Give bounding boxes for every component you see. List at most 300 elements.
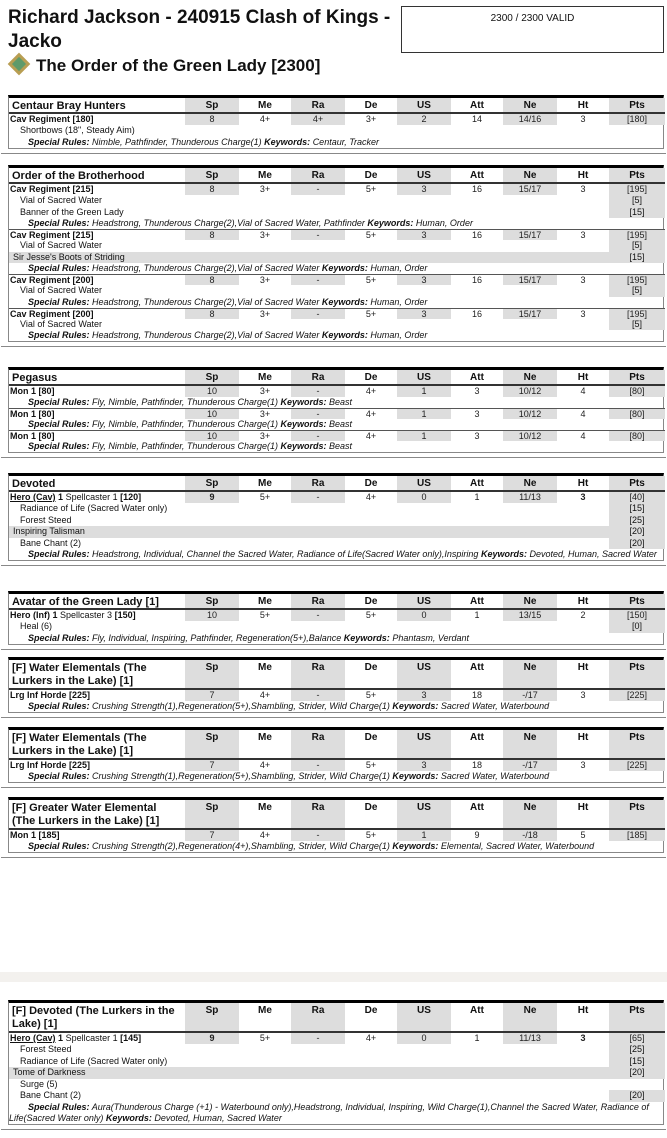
column-header-ra: Ra xyxy=(291,370,345,386)
upgrade-item: Sir Jesse's Boots of Striding xyxy=(9,252,609,264)
upgrade-item: Forest Steed xyxy=(20,514,72,525)
column-header-ra: Ra xyxy=(291,168,345,184)
special-rules-text: Headstrong, Thunderous Charge(2),Vial of Sacred Water xyxy=(92,263,320,273)
stat-ht: 3 xyxy=(580,492,586,502)
stat-ra: - xyxy=(291,1033,345,1044)
column-header-sp: Sp xyxy=(185,660,239,690)
upgrade-item: Bane Chant (2) xyxy=(20,1090,82,1100)
upgrade-item: Vial of Sacred Water xyxy=(20,240,103,250)
stat-att: 1 xyxy=(474,492,480,502)
upgrade-points: [25] xyxy=(609,515,665,527)
stat-att: 16 xyxy=(471,184,482,194)
column-header-de: De xyxy=(345,594,397,610)
unit-section xyxy=(8,727,664,783)
special-rules-label: Special Rules: xyxy=(28,218,90,228)
stat-us: 3 xyxy=(397,184,451,195)
stat-sp: 9 xyxy=(185,1033,239,1044)
column-header-ht: Ht xyxy=(557,660,609,690)
stat-pts: [40] xyxy=(609,492,665,503)
stat-ne: -/18 xyxy=(503,830,557,841)
unit-section xyxy=(8,473,664,561)
stat-ht: 3 xyxy=(580,760,586,770)
upgrade-item: Forest Steed xyxy=(20,1044,72,1054)
unit-type-label: Hero (Inf) 1 xyxy=(10,610,58,620)
stat-ra: - xyxy=(291,308,345,319)
column-header-att: Att xyxy=(451,476,503,492)
column-header-me: Me xyxy=(239,730,291,760)
validity-box xyxy=(401,6,664,53)
column-header-att: Att xyxy=(451,98,503,114)
stat-ne: 15/17 xyxy=(503,274,557,285)
stat-att: 16 xyxy=(451,308,503,319)
special-rules-label: Special Rules: xyxy=(28,632,90,643)
stat-ra: - xyxy=(291,184,345,195)
stat-me: 3+ xyxy=(259,386,271,396)
keywords-text: Phantasm, Verdant xyxy=(392,632,470,643)
upgrade-points: [15] xyxy=(609,207,665,219)
unit-stat-table xyxy=(9,730,663,782)
unit-type-label: Lrg Inf Horde [225] xyxy=(10,760,91,770)
unit-type xyxy=(9,408,185,419)
stat-sp: 8 xyxy=(185,274,239,285)
stat-pts: [225] xyxy=(609,760,665,771)
stat-me: 4+ xyxy=(259,830,271,840)
stat-de: 3+ xyxy=(365,114,377,124)
stat-sp: 8 xyxy=(185,229,239,240)
special-rules-text: Aura(Thunderous Charge (+1) - Waterbound only),Headstrong, Individual, Inspiring, Wild Charge(1),Channel the Sacred Water, Radiance of Life(Sacred Water only) xyxy=(9,1101,649,1123)
stat-de: 5+ xyxy=(365,760,377,770)
upgrade-points: [5] xyxy=(609,195,665,207)
column-header-us: US xyxy=(397,370,451,386)
stat-de: 5+ xyxy=(345,229,397,240)
unit-type xyxy=(9,492,185,503)
upgrade-points: [5] xyxy=(609,319,665,331)
column-header-ht: Ht xyxy=(557,1003,609,1033)
stat-att: 18 xyxy=(471,760,482,770)
stat-us: 3 xyxy=(397,690,451,701)
stat-sp: 8 xyxy=(185,114,239,125)
special-rules-text: Crushing Strength(1),Regeneration(5+),Shambling, Strider, Wild Charge(1) xyxy=(92,771,390,781)
column-header-ra: Ra xyxy=(291,594,345,610)
column-header-us: US xyxy=(397,168,451,184)
unit-type-label: Mon 1 [80] xyxy=(10,409,55,419)
unit-section xyxy=(8,657,664,713)
keywords-label: Keywords: xyxy=(392,701,439,711)
stat-sp: 7 xyxy=(185,830,239,841)
stat-me: 3+ xyxy=(239,430,291,441)
special-rules-text: Headstrong, Thunderous Charge(2),Vial of Sacred Water xyxy=(92,296,320,307)
stat-me: 3+ xyxy=(239,308,291,319)
stat-de: 4+ xyxy=(345,430,397,441)
special-rules xyxy=(9,397,665,408)
upgrade-item: Radiance of Life (Sacred Water only) xyxy=(20,503,168,513)
special-rules xyxy=(9,137,665,148)
special-rules-label: Special Rules: xyxy=(28,263,90,273)
stat-att: 16 xyxy=(451,229,503,240)
special-rules-label: Special Rules: xyxy=(28,1101,90,1112)
stat-sp: 7 xyxy=(185,690,239,701)
unit-stat-table xyxy=(9,594,663,644)
keywords-label: Keywords: xyxy=(480,549,527,559)
unit-type-label: Mon 1 [185] xyxy=(10,830,60,840)
stat-pts: [195] xyxy=(609,229,665,240)
stat-ne: -/17 xyxy=(503,690,557,701)
stat-pts: [80] xyxy=(609,386,665,397)
stat-pts: [150] xyxy=(609,610,665,621)
stat-de: 5+ xyxy=(365,830,377,840)
special-rules xyxy=(9,549,665,560)
stat-me: 3+ xyxy=(239,408,291,419)
special-rules xyxy=(9,419,665,430)
column-header-me: Me xyxy=(239,800,291,830)
unit-stat-table xyxy=(9,800,663,852)
special-rules-text: Crushing Strength(1),Regeneration(5+),Shambling, Strider, Wild Charge(1) xyxy=(92,701,390,711)
special-rules xyxy=(9,1102,665,1124)
stat-de: 4+ xyxy=(365,492,377,502)
stat-me: 4+ xyxy=(259,690,271,700)
stat-pts: [195] xyxy=(609,184,665,195)
upgrade-item: Radiance of Life (Sacred Water only) xyxy=(20,1055,168,1066)
section-title: [F] Water Elementals (The Lurkers in the Lake) [1] xyxy=(9,730,185,760)
stat-ra: - xyxy=(291,229,345,240)
keywords-label: Keywords: xyxy=(280,397,327,407)
keywords-text: Beast xyxy=(329,441,353,451)
column-header-me: Me xyxy=(239,660,291,690)
upgrade-item: Shortbows (18", Steady Aim) xyxy=(20,125,135,135)
stat-ht: 4 xyxy=(557,430,609,441)
unit-type-link[interactable]: Hero (Cav) xyxy=(10,1033,56,1043)
list-title: Richard Jackson - 240915 Clash of Kings - Jacko xyxy=(8,7,391,52)
stat-ht: 3 xyxy=(557,274,609,285)
section-title: Pegasus xyxy=(9,370,185,386)
column-header-pts: Pts xyxy=(609,660,665,690)
stat-me: 3+ xyxy=(259,184,271,194)
keywords-text: Sacred Water, Waterbound xyxy=(440,771,550,781)
column-header-ht: Ht xyxy=(557,730,609,760)
stat-me: 3+ xyxy=(239,274,291,285)
stat-ht: 4 xyxy=(557,408,609,419)
stat-ht: 3 xyxy=(557,308,609,319)
stat-us: 1 xyxy=(397,430,451,441)
stat-pts: [185] xyxy=(609,830,665,841)
keywords-label: Keywords: xyxy=(392,841,439,851)
unit-points: [145] xyxy=(120,1033,142,1043)
column-header-ra: Ra xyxy=(291,730,345,760)
keywords-label: Keywords: xyxy=(264,136,311,147)
column-header-ht: Ht xyxy=(557,800,609,830)
stat-att: 3 xyxy=(474,386,480,396)
upgrade-points: [15] xyxy=(609,1056,665,1068)
stat-ht: 5 xyxy=(580,830,586,840)
special-rules xyxy=(9,263,665,274)
special-rules-label: Special Rules: xyxy=(28,330,90,340)
column-header-us: US xyxy=(397,660,451,690)
stat-att: 1 xyxy=(474,610,480,620)
column-header-de: De xyxy=(345,168,397,184)
stat-ra: 4+ xyxy=(291,114,345,125)
special-rules-label: Special Rules: xyxy=(28,136,90,147)
unit-stat-table xyxy=(9,1003,663,1124)
column-header-ra: Ra xyxy=(291,476,345,492)
upgrade-points: [20] xyxy=(609,1090,665,1102)
upgrade-points: [20] xyxy=(609,538,665,550)
column-header-me: Me xyxy=(239,370,291,386)
unit-type-label: Lrg Inf Horde [225] xyxy=(10,690,91,700)
unit-type xyxy=(9,308,185,319)
keywords-label: Keywords: xyxy=(321,263,368,273)
column-header-sp: Sp xyxy=(185,98,239,114)
faction-heading xyxy=(8,56,320,76)
stat-att: 14 xyxy=(471,114,482,124)
unit-spellcaster: Spellcaster 3 xyxy=(60,610,113,620)
column-header-ht: Ht xyxy=(557,476,609,492)
column-header-de: De xyxy=(345,730,397,760)
page-break xyxy=(0,972,667,982)
column-header-ra: Ra xyxy=(291,98,345,114)
column-header-sp: Sp xyxy=(185,168,239,184)
stat-ne: -/17 xyxy=(503,760,557,771)
stat-ra: - xyxy=(291,830,345,841)
column-header-ne: Ne xyxy=(503,800,557,830)
stat-us: 0 xyxy=(397,1033,451,1044)
special-rules-text: Crushing Strength(2),Regeneration(4+),Shambling, Strider, Wild Charge(1) xyxy=(92,841,390,851)
unit-count: 1 xyxy=(58,1033,64,1043)
section-title: [F] Devoted (The Lurkers in the Lake) [1] xyxy=(9,1003,185,1033)
column-header-de: De xyxy=(345,370,397,386)
unit-type xyxy=(9,830,185,841)
stat-ne: 10/12 xyxy=(503,430,557,441)
stat-ht: 4 xyxy=(580,386,586,396)
column-header-ht: Ht xyxy=(557,168,609,184)
unit-type-link[interactable]: Hero (Cav) xyxy=(10,492,56,502)
section-title: [F] Water Elementals (The Lurkers in the Lake) [1] xyxy=(9,660,185,690)
page-header xyxy=(8,6,398,54)
upgrade-item: Banner of the Green Lady xyxy=(20,206,124,217)
unit-section xyxy=(8,591,664,645)
upgrade-points: [20] xyxy=(609,526,665,538)
keywords-label: Keywords: xyxy=(321,330,368,340)
stat-ht: 3 xyxy=(580,184,586,194)
column-header-ne: Ne xyxy=(503,660,557,690)
upgrade-item: Vial of Sacred Water xyxy=(20,195,103,205)
stat-pts: [80] xyxy=(609,430,665,441)
keywords-text: Elemental, Sacred Water, Waterbound xyxy=(440,841,595,851)
stat-us: 1 xyxy=(397,386,451,397)
stat-me: 5+ xyxy=(259,492,271,502)
validity-status: 2300 / 2300 VALID xyxy=(490,13,575,24)
stat-att: 16 xyxy=(451,274,503,285)
stat-pts: [180] xyxy=(609,114,665,125)
special-rules-text: Headstrong, Thunderous Charge(2),Vial of Sacred Water xyxy=(92,330,320,340)
stat-me: 5+ xyxy=(259,1033,271,1043)
special-rules-text: Fly, Nimble, Pathfinder, Thunderous Charge(1) xyxy=(92,397,278,407)
column-header-ht: Ht xyxy=(557,594,609,610)
keywords-text: Devoted, Human, Sacred Water xyxy=(529,549,657,559)
column-header-de: De xyxy=(345,800,397,830)
special-rules xyxy=(9,633,665,644)
upgrade-points: [0] xyxy=(609,621,665,633)
stat-sp: 10 xyxy=(185,386,239,397)
stat-me: 3+ xyxy=(239,229,291,240)
stat-sp: 9 xyxy=(185,492,239,503)
keywords-text: Devoted, Human, Sacred Water xyxy=(154,1112,282,1123)
keywords-label: Keywords: xyxy=(280,419,327,429)
unit-section xyxy=(8,1000,664,1125)
column-header-us: US xyxy=(397,594,451,610)
special-rules xyxy=(9,218,665,229)
stat-us: 3 xyxy=(397,229,451,240)
column-header-sp: Sp xyxy=(185,1003,239,1033)
stat-pts: [80] xyxy=(609,408,665,419)
unit-type xyxy=(9,1033,185,1044)
column-header-de: De xyxy=(345,98,397,114)
column-header-ht: Ht xyxy=(557,98,609,114)
special-rules-text: Fly, Nimble, Pathfinder, Thunderous Charge(1) xyxy=(92,419,278,429)
keywords-label: Keywords: xyxy=(321,296,368,307)
stat-att: 18 xyxy=(471,690,482,700)
column-header-me: Me xyxy=(239,594,291,610)
stat-ne: 11/13 xyxy=(503,1033,557,1044)
column-header-pts: Pts xyxy=(609,594,665,610)
unit-type-label: Cav Regiment [215] xyxy=(10,230,94,240)
stat-us: 3 xyxy=(397,274,451,285)
stat-me: 5+ xyxy=(259,610,271,620)
column-header-ne: Ne xyxy=(503,370,557,386)
column-header-att: Att xyxy=(451,660,503,690)
keywords-text: Centaur, Tracker xyxy=(312,136,380,147)
stat-ne: 10/12 xyxy=(503,408,557,419)
unit-section xyxy=(8,797,664,853)
upgrade-points xyxy=(609,1079,665,1091)
keywords-label: Keywords: xyxy=(105,1112,152,1123)
column-header-att: Att xyxy=(451,730,503,760)
upgrade-points: [5] xyxy=(609,285,665,297)
column-header-ne: Ne xyxy=(503,730,557,760)
upgrade-points: [15] xyxy=(609,503,665,515)
unit-type xyxy=(9,760,185,771)
column-header-sp: Sp xyxy=(185,730,239,760)
upgrade-item: Bane Chant (2) xyxy=(20,537,82,548)
unit-type-label: Cav Regiment [200] xyxy=(10,308,94,319)
upgrade-points: [25] xyxy=(609,1044,665,1056)
special-rules xyxy=(9,701,665,712)
column-header-att: Att xyxy=(451,168,503,184)
unit-type-label: Cav Regiment [215] xyxy=(10,184,94,194)
column-header-pts: Pts xyxy=(609,98,665,114)
stat-att: 1 xyxy=(474,1033,480,1043)
stat-ne: 14/16 xyxy=(503,114,557,125)
unit-type xyxy=(9,274,185,285)
column-header-ne: Ne xyxy=(503,476,557,492)
stat-ne: 11/13 xyxy=(503,492,557,503)
upgrade-points: [5] xyxy=(609,240,665,252)
upgrade-item: Inspiring Talisman xyxy=(9,526,609,538)
keywords-text: Human, Order xyxy=(370,263,428,273)
column-header-pts: Pts xyxy=(609,1003,665,1033)
stat-de: 5+ xyxy=(345,308,397,319)
unit-spellcaster: Spellcaster 1 xyxy=(65,492,118,502)
stat-de: 5+ xyxy=(345,274,397,285)
stat-att: 9 xyxy=(474,830,480,840)
stat-de: 4+ xyxy=(345,408,397,419)
upgrade-points: [15] xyxy=(609,252,665,264)
stat-ra: - xyxy=(291,690,345,701)
special-rules xyxy=(9,841,665,852)
column-header-us: US xyxy=(397,1003,451,1033)
stat-pts: [195] xyxy=(609,308,665,319)
column-header-us: US xyxy=(397,476,451,492)
stat-ne: 15/17 xyxy=(503,184,557,195)
stat-de: 5+ xyxy=(365,610,377,620)
special-rules-label: Special Rules: xyxy=(28,771,90,781)
stat-sp: 8 xyxy=(185,184,239,195)
column-header-ne: Ne xyxy=(503,594,557,610)
stat-ht: 3 xyxy=(580,114,586,124)
unit-type-label: Cav Regiment [200] xyxy=(10,275,94,285)
column-header-me: Me xyxy=(239,476,291,492)
stat-ht: 3 xyxy=(557,229,609,240)
stat-ht: 3 xyxy=(580,690,586,700)
column-header-de: De xyxy=(345,1003,397,1033)
column-header-ht: Ht xyxy=(557,370,609,386)
stat-ra: - xyxy=(291,386,345,397)
stat-de: 5+ xyxy=(365,184,377,194)
special-rules xyxy=(9,297,665,308)
upgrade-points xyxy=(609,125,665,137)
column-header-pts: Pts xyxy=(609,370,665,386)
stat-ht: 2 xyxy=(580,610,586,620)
stat-ra: - xyxy=(291,610,345,621)
stat-sp: 8 xyxy=(185,308,239,319)
unit-count: 1 xyxy=(58,492,64,502)
special-rules-label: Special Rules: xyxy=(28,296,90,307)
special-rules-label: Special Rules: xyxy=(28,549,90,559)
special-rules-label: Special Rules: xyxy=(28,419,90,429)
stat-pts: [225] xyxy=(609,690,665,701)
keywords-label: Keywords: xyxy=(367,218,414,228)
column-header-me: Me xyxy=(239,1003,291,1033)
column-header-sp: Sp xyxy=(185,594,239,610)
section-title: Order of the Brotherhood xyxy=(9,168,185,184)
stat-us: 0 xyxy=(397,610,451,621)
column-header-me: Me xyxy=(239,168,291,184)
column-header-pts: Pts xyxy=(609,476,665,492)
stat-us: 3 xyxy=(397,760,451,771)
special-rules-text: Fly, Individual, Inspiring, Pathfinder, Regeneration(5+),Balance xyxy=(92,632,342,643)
column-header-us: US xyxy=(397,98,451,114)
unit-type-label: Cav Regiment [180] xyxy=(10,114,94,124)
unit-stat-table xyxy=(9,476,663,560)
special-rules xyxy=(9,441,665,452)
faction-name: The Order of the Green Lady [2300] xyxy=(36,56,321,75)
special-rules-text: Fly, Nimble, Pathfinder, Thunderous Charge(1) xyxy=(92,441,278,451)
stat-ra: - xyxy=(291,274,345,285)
stat-ne: 13/15 xyxy=(503,610,557,621)
upgrade-item: Surge (5) xyxy=(20,1078,58,1089)
upgrade-points: [20] xyxy=(609,1067,665,1079)
stat-att: 3 xyxy=(451,430,503,441)
keywords-text: Human, Order xyxy=(370,296,428,307)
unit-stat-table xyxy=(9,168,663,341)
unit-type xyxy=(9,229,185,240)
unit-stat-table xyxy=(9,370,663,452)
upgrade-item: Heal (6) xyxy=(20,621,53,631)
upgrade-item: Vial of Sacred Water xyxy=(20,318,103,329)
stat-ra: - xyxy=(291,430,345,441)
stat-ra: - xyxy=(291,760,345,771)
column-header-pts: Pts xyxy=(609,168,665,184)
stat-ra: - xyxy=(291,408,345,419)
